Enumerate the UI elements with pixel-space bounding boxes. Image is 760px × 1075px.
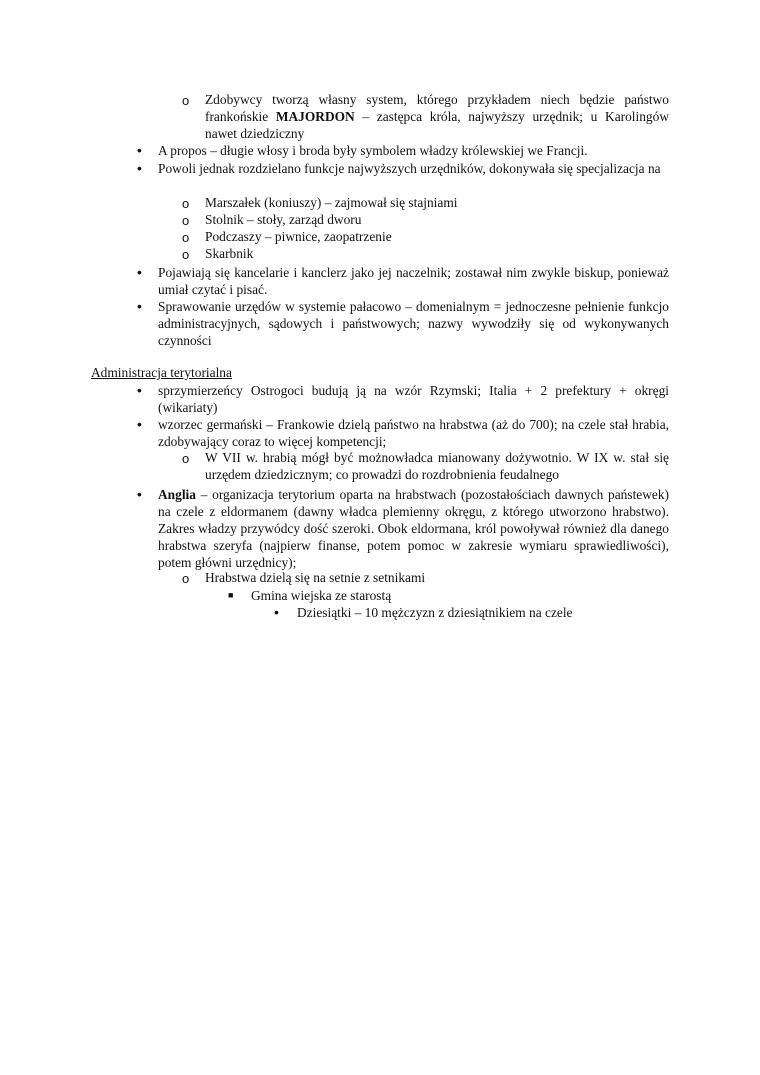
bullet-marker: • <box>137 160 142 176</box>
section-heading: Administracja terytorialna <box>91 365 232 380</box>
list-item-gmina: Gmina wiejska ze starostą <box>251 588 392 603</box>
square-bullet-marker: ■ <box>228 590 234 600</box>
bullet-marker: • <box>137 264 142 280</box>
list-item-anglia <box>158 486 669 571</box>
list-item-vii-wiek: W VII w. hrabią mógł być możnowładca mianowany dożywotnio. W IX w. stał się urzędem dziedzicznym; co prowadzi do rozdrobnienia feudalnego <box>205 450 669 482</box>
anglia-text: – organizacja terytorium oparta na hrabstwach (pozostałościach dawnych państewek) na czele z eldormanem (dawny władca plemienny okręgu, z którego utworzono hrabstwo). Zakres władzy przywódcy dość szeroki. Obok eldormana, król powoływał również dla danego hrabstwa szeryfa (najpierw finanse, potem pomoc w zakresie wymiaru sprawiedliwości), potem główni urzędnicy); <box>158 487 669 570</box>
list-item-germanski: wzorzec germański – Frankowie dzielą państwo na hrabstwa (aż do 700); na czele stał hrabia, zdobywający coraz to więcej kompetencji; <box>158 417 669 449</box>
hollow-bullet-marker: o <box>182 213 190 228</box>
list-item-sprawowanie: Sprawowanie urzędów w systemie pałacowo – domenialnym = jednoczesne pełnienie funkcjo administracyjnych, sądowych i państwowych; nazwy wywodziły się od wykonywanych czynności <box>158 299 669 348</box>
majordom-text-after: – zastępca króla, najwyższy urzędnik; u Karolingów nawet dziedziczny <box>205 109 669 141</box>
bullet-marker: • <box>137 486 142 502</box>
list-item-funkcje: Powoli jednak rozdzielano funkcje najwyższych urzędników, dokonywała się specjalizacja na <box>158 161 661 176</box>
hollow-bullet-marker: o <box>182 571 190 586</box>
hollow-bullet-marker: o <box>182 196 190 211</box>
official-item: Marszałek (koniuszy) – zajmował się stajniami <box>205 195 458 210</box>
hollow-bullet-marker: o <box>182 93 190 108</box>
majordom-text-before: Zdobywcy tworzą własny system, którego przykładem niech będzie państwo frankońskie <box>205 92 669 124</box>
bullet-marker: • <box>137 382 142 398</box>
bullet-marker: • <box>137 416 142 432</box>
majordom-bold-term: MAJORDON <box>275 109 355 124</box>
official-item: Podczaszy – piwnice, zaopatrzenie <box>205 229 392 244</box>
list-item-ostrogoci: sprzymierzeńcy Ostrogoci budują ją na wzór Rzymski; Italia + 2 prefektury + okręgi (wikariaty) <box>158 383 669 415</box>
hollow-bullet-marker: o <box>182 451 190 466</box>
list-item-kancelarie: Pojawiają się kancelarie i kanclerz jako jej naczelnik; zostawał nim zwykle biskup, ponieważ umiał czytać i pisać. <box>158 265 669 297</box>
official-item: Stolnik – stoły, zarząd dworu <box>205 212 362 227</box>
bullet-marker: • <box>137 298 142 314</box>
list-item-setnie: Hrabstwa dzielą się na setnie z setnikami <box>205 570 426 585</box>
list-item-dziesiatki: Dziesiątki – 10 mężczyzn z dziesiątnikiem na czele <box>297 605 573 620</box>
hollow-bullet-marker: o <box>182 247 190 262</box>
list-item-apropos: A propos – długie włosy i broda były symbolem władzy królewskiej we Francji. <box>158 143 588 158</box>
bullet-marker: • <box>137 142 142 158</box>
list-item-majordom <box>205 91 669 142</box>
bullet-marker: • <box>274 604 279 620</box>
hollow-bullet-marker: o <box>182 230 190 245</box>
anglia-bold-term: Anglia <box>158 487 196 502</box>
official-item: Skarbnik <box>205 246 254 261</box>
